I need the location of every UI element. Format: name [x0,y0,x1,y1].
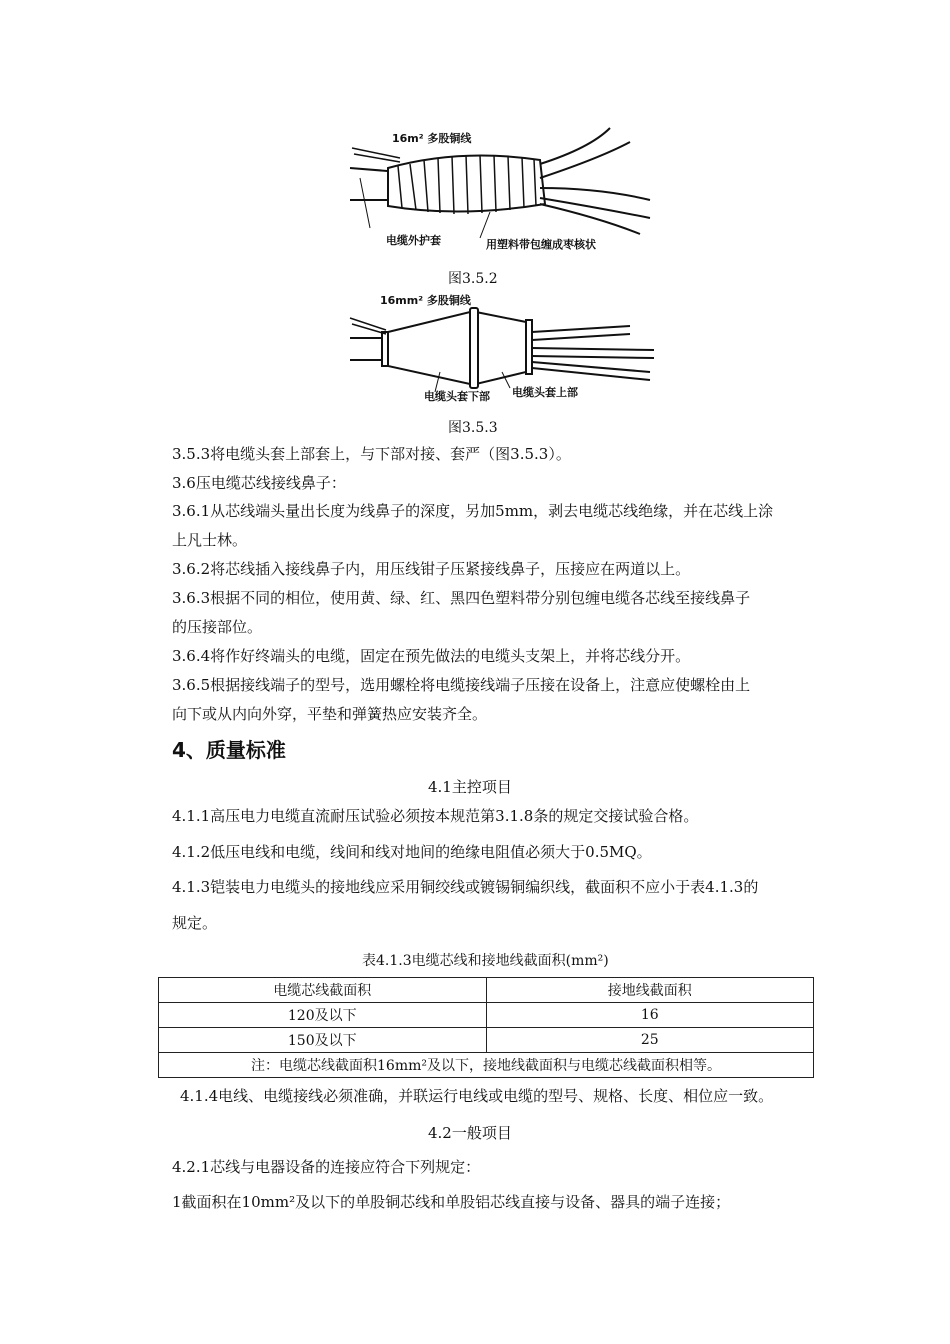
table-row [159,1003,814,1028]
table-cell: 16 [486,1003,814,1028]
table-header-cell: 电缆芯线截面积 [159,978,487,1003]
fig1-caption: 图3.5.2 [448,271,498,287]
paragraph-4-1-4: 4.1.4电线、电缆接线必须准确，并联运行电线或电缆的型号、规格、长度、相位应一致。 [180,1087,774,1105]
fig1-sheath-label: 电缆外护套 [386,234,441,247]
paragraph-3-6-5-line1: 3.6.5根据接线端子的型号，选用螺栓将电缆接线端子压接在设备上，注意应使螺栓由上 [172,676,751,694]
paragraph-3-6-1-line1: 3.6.1从芯线端头量出长度为线鼻子的深度，另加5mm，剥去电缆芯线绝缘，并在芯线上涂 [172,502,774,520]
table-row [159,1028,814,1053]
paragraph-3-6-5-line2: 向下或从内向外穿，平垫和弹簧热应安装齐全。 [172,705,488,723]
paragraph-3-6-3-line1: 3.6.3根据不同的相位，使用黄、绿、红、黑四色塑料带分别包缠电缆各芯线至接线鼻子 [172,589,751,607]
table-title: 表4.1.3电缆芯线和接地线截面积(mm²) [362,953,609,969]
paragraph-4-1-1: 4.1.1高压电力电缆直流耐压试验必须按本规范第3.1.8条的规定交接试验合格。 [172,807,699,825]
paragraph-3-6-4: 3.6.4将作好终端头的电缆，固定在预先做法的电缆头支架上，并将芯线分开。 [172,647,691,665]
fig2-caption: 图3.5.3 [448,420,498,436]
figure-3-5-2 [340,118,670,263]
table-note-row [159,1053,814,1078]
table-header-row [159,978,814,1003]
table-note: 注：电缆芯线截面积16mm²及以下，接地线截面积与电缆芯线截面积相等。 [159,1053,814,1078]
paragraph-3-6-3-line2: 的压接部位。 [172,618,263,636]
table-cell: 25 [486,1028,814,1053]
fig2-upper-label: 电缆头套上部 [512,386,578,399]
section-table [158,977,814,1078]
paragraph-4-2-1-item1: 1截面积在10mm²及以下的单股铜芯线和单股铝芯线直接与设备、器具的端子连接； [172,1193,731,1211]
paragraph-4-1-3-line1: 4.1.3铠装电力电缆头的接地线应采用铜绞线或镀锡铜编织线，截面积不应小于表4.1.3的 [172,878,759,896]
subheading-4-2: 4.2一般项目 [428,1124,512,1142]
fig1-wire-label: 16m² 多股铜线 [392,132,472,145]
paragraph-3-5-3: 3.5.3将电缆头套上部套上，与下部对接、套严（图3.5.3）。 [172,445,571,463]
fig2-wire-label: 16mm² 多股铜线 [380,294,471,307]
paragraph-4-2-1: 4.2.1芯线与电器设备的连接应符合下列规定： [172,1158,481,1176]
table-header-cell: 接地线截面积 [486,978,814,1003]
table-cell: 120及以下 [159,1003,487,1028]
paragraph-3-6-1-line2: 上凡士林。 [172,531,248,549]
section-heading-4: 4、质量标准 [172,738,286,762]
figure-3-5-3 [340,292,670,404]
paragraph-3-6-2: 3.6.2将芯线插入接线鼻子内，用压线钳子压紧接线鼻子，压接应在两道以上。 [172,560,691,578]
fig2-lower-label: 电缆头套下部 [424,390,490,403]
subheading-4-1: 4.1主控项目 [428,778,512,796]
table-cell: 150及以下 [159,1028,487,1053]
fig1-wrap-label: 用塑料带包缠成枣核状 [486,238,596,251]
paragraph-4-1-3-line2: 规定。 [172,914,218,932]
paragraph-3-6: 3.6压电缆芯线接线鼻子： [172,474,346,492]
paragraph-4-1-2: 4.1.2低压电线和电缆，线间和线对地间的绝缘电阻值必须大于0.5MQ。 [172,843,652,861]
